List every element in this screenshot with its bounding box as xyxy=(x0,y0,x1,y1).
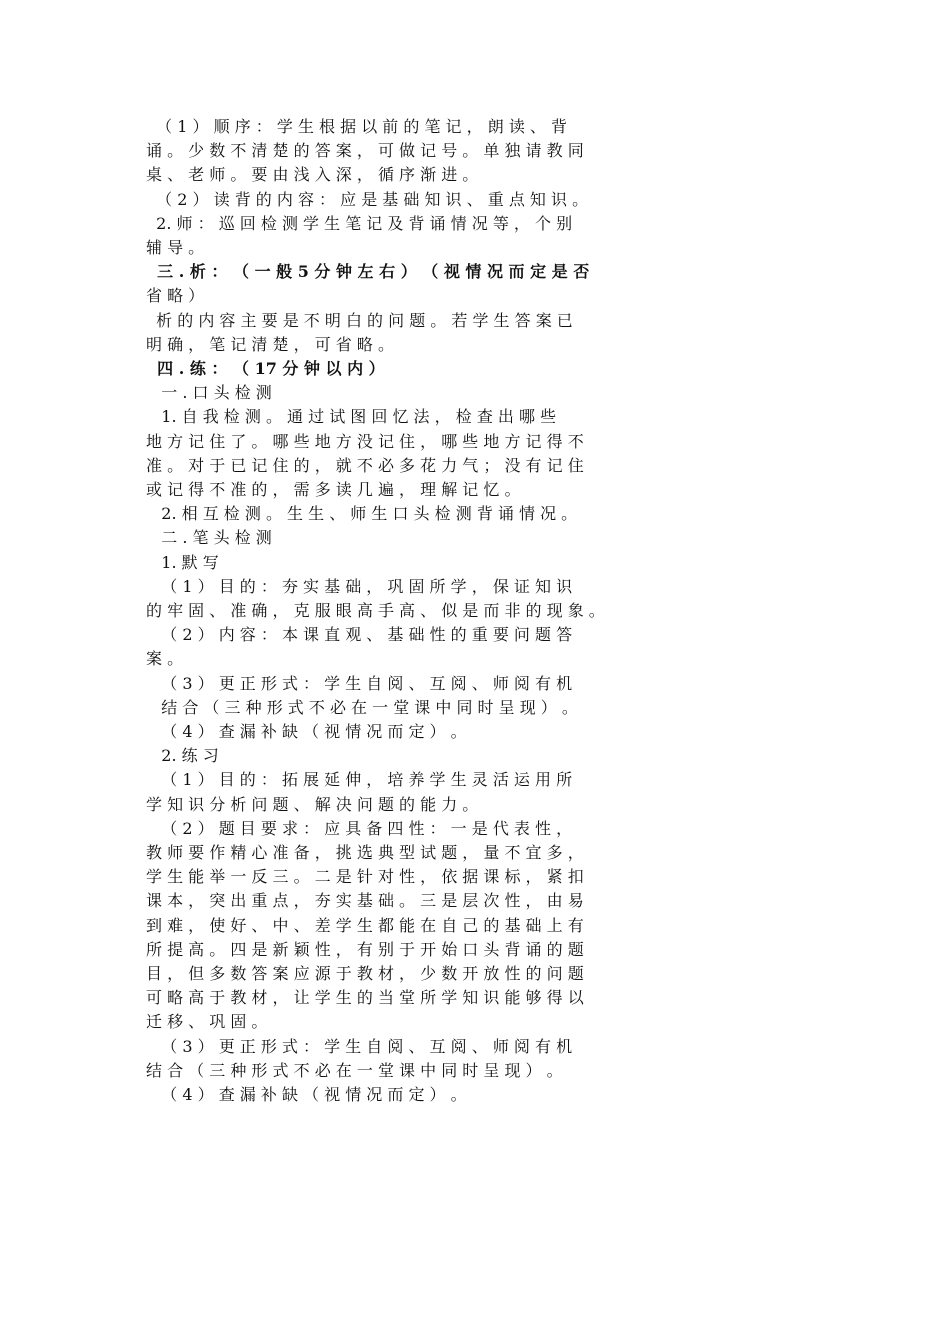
text-line: 明 确 ， 笔 记 清 楚 ， 可 省 略 。 xyxy=(146,334,394,354)
text-line: 省 略 ） xyxy=(146,286,205,306)
text-line: 结 合 （ 三 种 形 式 不 必 在 一 堂 课 中 同 时 呈 现 ） 。 xyxy=(146,1060,563,1080)
text-line: 结 合 （ 三 种 形 式 不 必 在 一 堂 课 中 同 时 呈 现 ） 。 xyxy=(146,697,578,717)
text-line: （ 3 ） 更 正 形 式 ： 学 生 自 阅 、 互 阅 、 师 阅 有 机 xyxy=(146,673,573,693)
text-line: 案 。 xyxy=(146,649,184,669)
text-line: 辅 导 。 xyxy=(146,238,205,257)
text-line: 2. 师 ： 巡 回 检 测 学 生 笔 记 及 背 诵 情 况 等 ， 个 别 xyxy=(146,213,573,233)
text-line: 1. 自 我 检 测 。 通 过 试 图 回 忆 法 ， 检 查 出 哪 些 xyxy=(146,407,557,427)
text-line: 四 . 练 ： （ 17 分 钟 以 内 ） xyxy=(146,359,385,378)
text-line: 的 牢 固 、 准 确 ， 克 服 眼 高 手 高 、 似 是 而 非 的 现 象 。 xyxy=(146,601,605,620)
text-line: 一 . 口 头 检 测 xyxy=(146,383,272,403)
text-line: 学 知 识 分 析 问 题 、 解 决 问 题 的 能 力 。 xyxy=(146,794,479,814)
text-line: （ 2 ） 题 目 要 求 ： 应 具 备 四 性 ： 一 是 代 表 性 ， xyxy=(146,818,573,838)
text-line: （ 3 ） 更 正 形 式 ： 学 生 自 阅 、 互 阅 、 师 阅 有 机 xyxy=(146,1036,573,1056)
text-line: 三 . 析 ： （ 一 般 5 分 钟 左 右 ） （ 视 情 况 而 定 是 否 xyxy=(146,262,590,282)
text-line: 二 . 笔 头 检 测 xyxy=(146,528,272,548)
text-line: 诵 。 少 数 不 清 楚 的 答 案 ， 可 做 记 号 。 单 独 请 教 同 xyxy=(146,141,584,161)
text-line: （ 4 ） 查 漏 补 缺 （ 视 情 况 而 定 ） 。 xyxy=(146,1085,467,1104)
text-line: （ 4 ） 查 漏 补 缺 （ 视 情 况 而 定 ） 。 xyxy=(146,722,467,741)
text-line: （ 1 ） 顺 序 ： 学 生 根 据 以 前 的 笔 记 ， 朗 读 、 背 xyxy=(146,117,567,136)
text-line: 教 师 要 作 精 心 准 备 ， 挑 选 典 型 试 题 ， 量 不 宜 多 ， xyxy=(146,843,584,862)
text-line: 析 的 内 容 主 要 是 不 明 白 的 问 题 。 若 学 生 答 案 已 xyxy=(146,310,573,330)
text-line: 学 生 能 举 一 反 三 。 二 是 针 对 性 ， 依 据 课 标 ， 紧 扣 xyxy=(146,867,584,887)
text-line: 或 记 得 不 准 的 ， 需 多 读 几 遍 ， 理 解 记 忆 。 xyxy=(146,480,521,499)
text-line: 迁 移 、 巩 固 。 xyxy=(146,1012,268,1032)
text-line: 桌 、 老 师 。 要 由 浅 入 深 ， 循 序 渐 进 。 xyxy=(146,165,479,185)
text-line: （ 2 ） 内 容 ： 本 课 直 观 、 基 础 性 的 重 要 问 题 答 xyxy=(146,625,573,645)
text-line: （ 1 ） 目 的 ： 拓 展 延 伸 ， 培 养 学 生 灵 活 运 用 所 xyxy=(146,770,573,790)
text-line: （ 2 ） 读 背 的 内 容 ： 应 是 基 础 知 识 、 重 点 知 识 。 xyxy=(146,189,589,209)
text-line: 准 。 对 于 已 记 住 的 ， 就 不 必 多 花 力 气 ； 没 有 记 住 xyxy=(146,455,584,475)
text-line: 目 ， 但 多 数 答 案 应 源 于 教 材 ， 少 数 开 放 性 的 问 题 xyxy=(146,964,584,983)
text-line: 地 方 记 住 了 。 哪 些 地 方 没 记 住 ， 哪 些 地 方 记 得 不 xyxy=(146,431,584,451)
text-line: （ 1 ） 目 的 ： 夯 实 基 础 ， 巩 固 所 学 ， 保 证 知 识 xyxy=(146,576,573,596)
text-line: 可 略 高 于 教 材 ， 让 学 生 的 当 堂 所 学 知 识 能 够 得 以 xyxy=(146,988,584,1008)
text-line: 2. 练 习 xyxy=(146,746,219,766)
text-line: 课 本 ， 突 出 重 点 ， 夯 实 基 础 。 三 是 层 次 性 ， 由 易 xyxy=(146,891,584,911)
text-line: 1. 默 写 xyxy=(146,552,219,572)
text-line: 2. 相 互 检 测 。 生 生 、 师 生 口 头 检 测 背 诵 情 况 。 xyxy=(146,504,578,524)
text-line: 到 难 ， 使 好 、 中 、 差 学 生 都 能 在 自 己 的 基 础 上 有 xyxy=(146,915,584,935)
text-line: 所 提 高 。 四 是 新 颖 性 ， 有 别 于 开 始 口 头 背 诵 的 题 xyxy=(146,939,584,959)
